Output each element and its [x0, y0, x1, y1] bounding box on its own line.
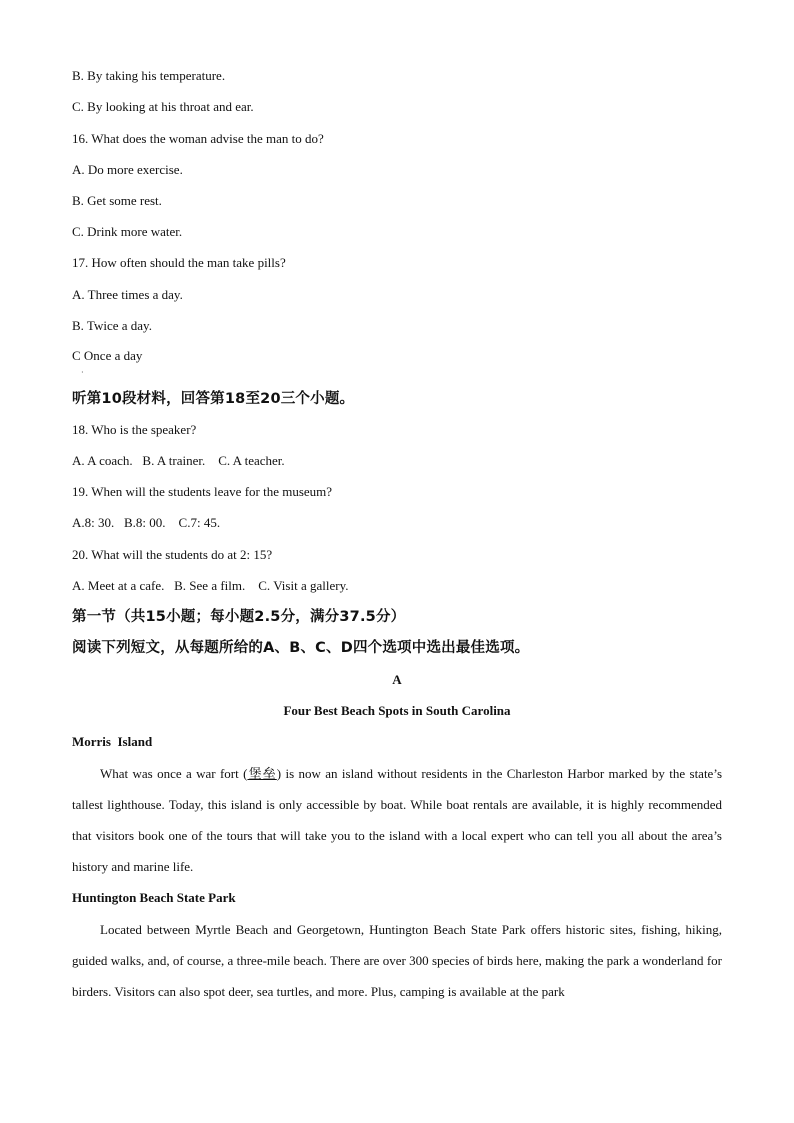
question-20: 20. What will the students do at 2: 15? — [72, 547, 273, 562]
section-heading-morris-island: Morris Island — [72, 734, 153, 749]
question-16: 16. What does the woman advise the man to do? — [72, 131, 324, 146]
paragraph-text-start: What was once a war fort ( — [100, 766, 248, 781]
reading-instruction: 阅读下列短文，从每题所给的A、B、C、D四个选项中选出最佳选项。 — [72, 640, 530, 656]
q16-option-b: B. Get some rest. — [72, 193, 162, 208]
section-heading-huntington: Huntington Beach State Park — [72, 890, 236, 905]
gloss-fort: 堡垒 — [247, 766, 277, 781]
q18-options: A. A coach. B. A trainer. C. A teacher. — [72, 453, 285, 468]
stray-dot: · — [81, 368, 84, 377]
question-18: 18. Who is the speaker? — [72, 422, 197, 437]
q17-option-a: A. Three times a day. — [72, 287, 183, 302]
passage-title: Four Best Beach Spots in South Carolina — [283, 703, 511, 718]
passage-label: A — [392, 672, 402, 687]
q20-options: A. Meet at a cafe. B. See a film. C. Visit a gallery. — [72, 578, 349, 593]
q15-option-c: C. By looking at his throat and ear. — [72, 99, 254, 114]
q17-option-b: B. Twice a day. — [72, 318, 152, 333]
question-19: 19. When will the students leave for the museum? — [72, 484, 333, 499]
paragraph-huntington: Located between Myrtle Beach and Georgetown, Huntington Beach State Park offers historic sites, fishing, hiking, guided walks, and, of course, a three-mile beach. There are over 300 species of birds here, making the park a wonderland for birders. Visitors can also spot deer, sea turtles, and more. Plus, camping is available at the park — [72, 922, 722, 999]
q15-option-b: B. By taking his temperature. — [72, 68, 226, 83]
section-10-instruction: 听第10段材料，回答第18至20三个小题。 — [72, 391, 355, 407]
q16-option-a: A. Do more exercise. — [72, 162, 183, 177]
part-heading: 第一节（共15小题；每小题2.5分，满分37.5分） — [72, 609, 406, 625]
q19-options: A.8: 30. B.8: 00. C.7: 45. — [72, 515, 221, 530]
q17-option-c: C Once a day — [72, 348, 143, 363]
paragraph-morris-island — [72, 758, 722, 882]
q16-option-c: C. Drink more water. — [72, 224, 183, 239]
paragraph-text-rest: ) is now an island without residents in the Charleston Harbor marked by the state’s tallest lighthouse. Today, this island is only accessible by boat. While boat rentals are available, it is highly recommended that visitors book one of the tours that will take you to the island with a local expert who can tell you all about the area’s history and marine life. — [72, 766, 723, 874]
question-17: 17. How often should the man take pills? — [72, 255, 286, 270]
